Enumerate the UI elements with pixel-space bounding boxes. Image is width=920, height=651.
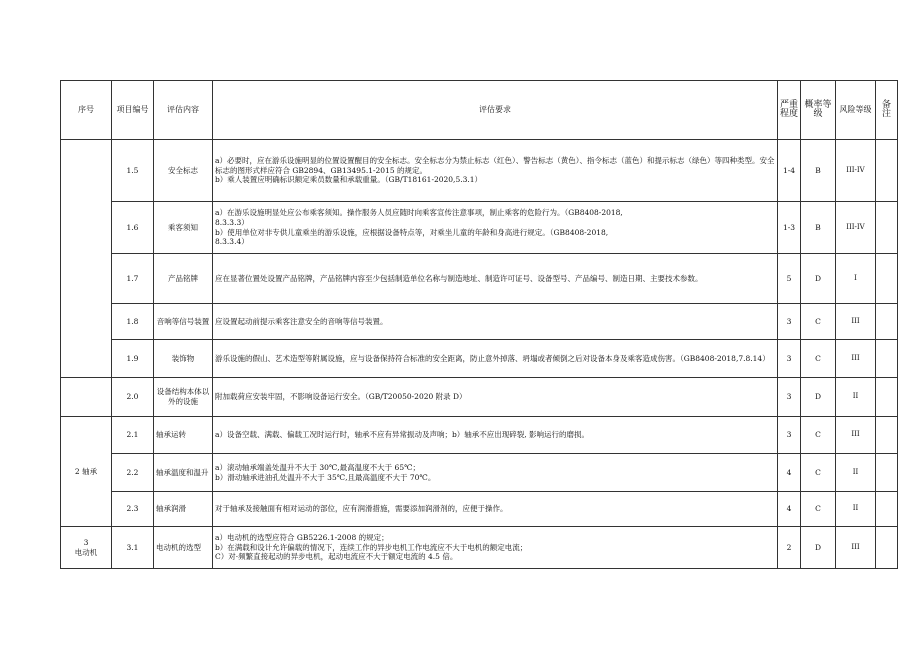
item-content: 装饰物 [154,340,213,378]
group-motor-label: 电动机 [74,547,98,557]
risk-level: II [836,492,876,527]
requirement-line: a）滚动轴承端盖处温升不大于 30℃,最高温度不大于 65℃； [215,462,420,472]
item-no: 1.9 [112,340,154,378]
item-no: 2.2 [112,454,154,492]
probability: D [801,527,836,569]
header-seq: 序号 [61,81,112,140]
header-requirement: 评估要求 [213,81,778,140]
item-requirement [213,340,778,378]
requirement-line: a）设备空载、满载、偏载工况时运行时，轴承不应有异常振动及声响；b）轴承不应出现碎裂, 影响运行的磨损。 [215,430,590,440]
severity: 1-3 [778,202,801,254]
requirement-line: a）必要时，应在游乐设施明显的位置设置醒目的安全标志。安全标志分为禁止标志（红色）、警告标志（黄色）、指令标志（蓝色）和提示标志（绿色）等四种类型。安全标志的图形式样应符合 GB2894、GB13495.1-2015 的规定。 [215,155,775,175]
severity: 5 [778,254,801,304]
risk-level: I [836,254,876,304]
item-requirement [213,454,778,492]
table-row [61,254,898,304]
table-row [61,304,898,340]
remark [876,378,898,417]
item-content: 乘客须知 [154,202,213,254]
item-requirement [213,140,778,202]
item-content: 产品铭牌 [154,254,213,304]
probability: D [801,254,836,304]
risk-level: III [836,340,876,378]
requirement-line: 游乐设施的假山、艺术造型等附属设施，应与设备保持符合标准的安全距离，防止意外掉落、坍塌或者倾倒之后对设备本身及乘客造成伤害。（GB8408-2018,7.8.14） [215,353,770,363]
table-row [61,454,898,492]
item-no: 1.5 [112,140,154,202]
remark [876,454,898,492]
risk-level: III-IV [836,140,876,202]
header-risk-level: 风险等级 [836,81,876,140]
table-row [61,202,898,254]
item-content: 设备结构本体以外的设施 [154,378,213,417]
item-no: 2.3 [112,492,154,527]
probability: D [801,378,836,417]
probability: C [801,417,836,454]
risk-level: III-IV [836,202,876,254]
requirement-line: a）在游乐设施明显处应公布乘客须知。操作服务人员应随时向乘客宣传注意事项，制止乘客的危险行为。（GB8408-2018, [215,208,623,217]
probability: C [801,492,836,527]
table-row [61,378,898,417]
table-row [61,492,898,527]
item-requirement [213,254,778,304]
probability: C [801,340,836,378]
requirement-line: C）对·频繁直接起动的异步电机，起动电流应不大于额定电流的 4.5 倍。 [215,552,458,562]
item-content: 轴承润滑 [154,492,213,527]
risk-level: II [836,378,876,417]
probability: C [801,304,836,340]
severity: 3 [778,378,801,417]
probability: B [801,202,836,254]
group-motor-number: 3 [83,537,89,547]
item-requirement [213,304,778,340]
seq-cell-empty [61,378,112,417]
severity: 3 [778,340,801,378]
risk-level: III [836,304,876,340]
item-requirement [213,527,778,569]
remark [876,417,898,454]
table-header-row [61,81,898,140]
item-content: 轴承运转 [154,417,213,454]
item-requirement [213,202,778,254]
risk-level: II [836,454,876,492]
requirement-line: 8.3.3.4） [215,237,249,247]
header-probability: 概率等级 [801,81,836,140]
item-requirement [213,417,778,454]
probability: C [801,454,836,492]
header-severity: 严重程度 [778,81,801,140]
requirement-line: b）乘人装置应明确标识额定乘员数量和承载重量。（GB/T18161-2020,5.3.1） [215,175,483,185]
requirement-line: 应在显著位置处设置产品铭牌，产品铭牌内容至少包括制造单位名称与制造地址、制造许可证号、设备型号、产品编号、制造日期、主要技术参数。 [215,273,703,283]
header-remark: 备注 [876,81,898,140]
item-no: 1.8 [112,304,154,340]
severity: 3 [778,417,801,454]
remark [876,340,898,378]
item-requirement [213,492,778,527]
requirement-line: a）电动机的选型应符合 GB5226.1-2008 的规定； [215,532,389,542]
item-no: 1.6 [112,202,154,254]
requirement-line: b）滑动轴承进油孔处温升不大于 35℃,且最高温度不大于 70℃。 [215,472,436,482]
severity: 4 [778,492,801,527]
item-content: 音响等信号装置 [154,304,213,340]
requirement-line: 应设置起动前提示乘客注意安全的音响等信号装置。 [215,316,388,326]
severity: 1-4 [778,140,801,202]
item-content: 安全标志 [154,140,213,202]
item-no: 2.1 [112,417,154,454]
seq-cell-group1 [61,140,112,378]
risk-level: III [836,417,876,454]
severity: 3 [778,304,801,340]
remark [876,140,898,202]
remark [876,304,898,340]
item-content: 轴承温度和温升 [154,454,213,492]
remark [876,202,898,254]
severity: 4 [778,454,801,492]
requirement-line: b）在满载和设计允许偏载的情况下，连续工作的异步电机工作电流应不大于电机的额定电流； [215,542,528,552]
item-requirement [213,378,778,417]
item-content: 电动机的选型 [154,527,213,569]
requirement-line: 附加载荷应安装牢固，不影响设备运行安全。（GB/T20050-2020 附录 D） [215,392,467,402]
header-content: 评估内容 [154,81,213,140]
remark [876,254,898,304]
requirement-line: 对于轴承及接触面有相对运动的部位，应有润滑措施，需要添加润滑剂的，应便于操作。 [215,504,508,514]
table-row [61,340,898,378]
severity: 2 [778,527,801,569]
requirement-line: b）使用单位对非专供儿童乘坐的游乐设施，应根据设备特点等，对乘坐儿童的年龄和身高进行规定。（GB8408-2018, [215,227,609,237]
group-motor [61,527,112,569]
requirement-line: 8.3.3.3） [215,217,249,227]
remark [876,492,898,527]
header-item-no: 项目编号 [112,81,154,140]
table-row [61,527,898,569]
group-bearing: 2 轴承 [61,417,112,527]
remark [876,527,898,569]
risk-level: III [836,527,876,569]
probability: B [801,140,836,202]
table-row [61,417,898,454]
item-no: 1.7 [112,254,154,304]
item-no: 3.1 [112,527,154,569]
item-no: 2.0 [112,378,154,417]
table-row [61,140,898,202]
risk-assessment-table [60,80,898,569]
